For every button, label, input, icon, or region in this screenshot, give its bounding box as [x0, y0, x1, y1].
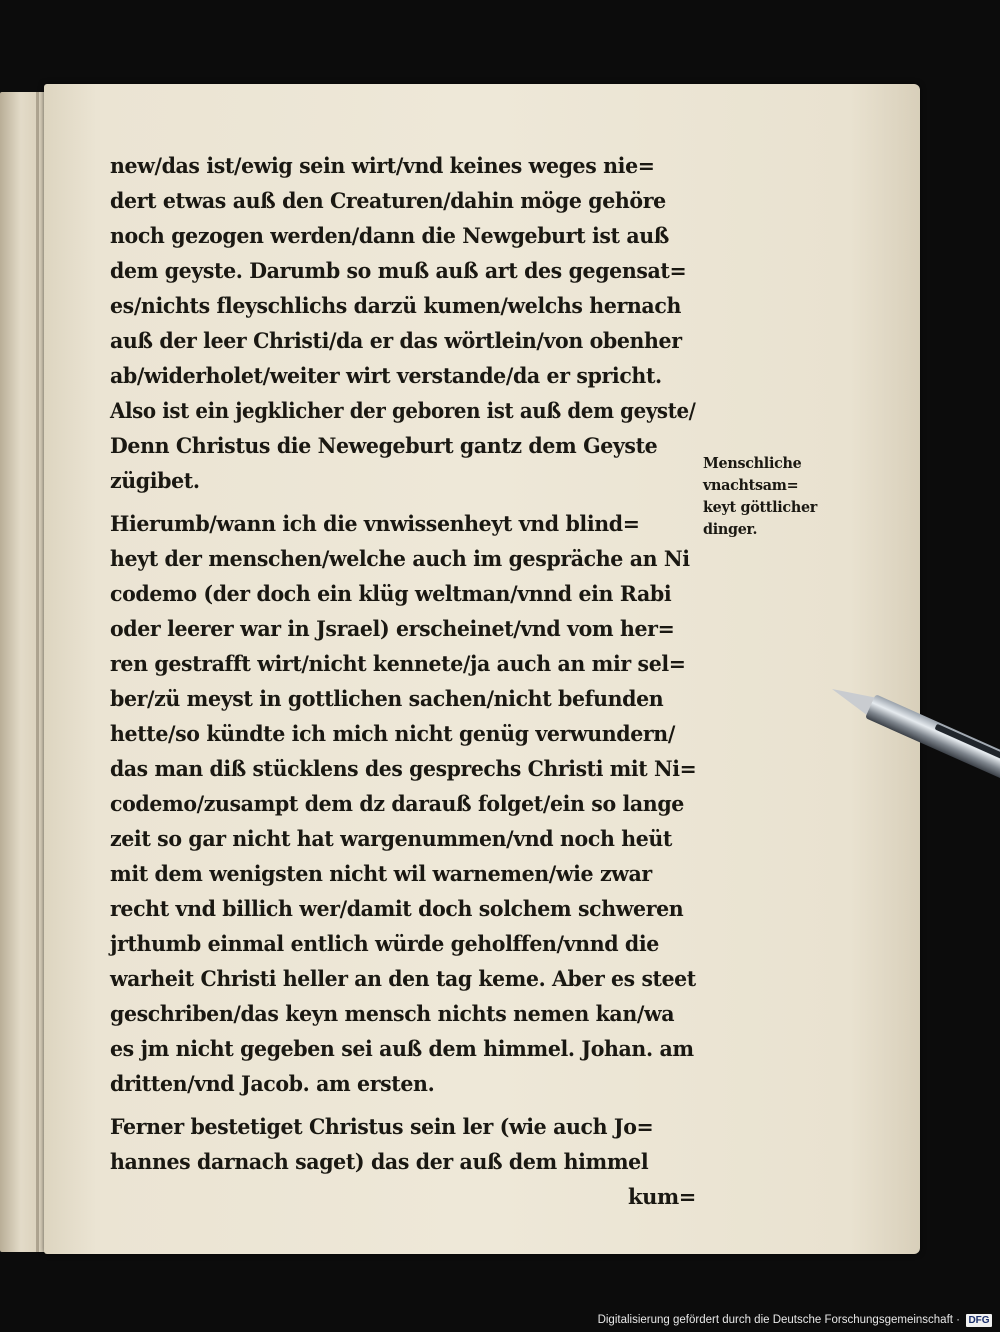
- catchword: kum=: [627, 1184, 696, 1209]
- marginal-note: [703, 452, 833, 540]
- text-line: Hierumb/wann ich die vnwissenheyt vnd blind=: [110, 511, 640, 536]
- text-line: codemo (der doch ein klüg weltman/vnnd ein Rabi: [110, 581, 672, 606]
- page-body-text: [110, 148, 710, 1214]
- text-line: es/nichts fleyschlichs darzü kumen/welchs hernach: [110, 293, 681, 318]
- paragraph-gap: [110, 1101, 710, 1109]
- text-line: dem geyste. Darumb so muß auß art des gegensat=: [110, 258, 687, 283]
- text-line: geschriben/das keyn mensch nichts nemen kan/wa: [110, 1001, 675, 1026]
- text-line: Ferner bestetiget Christus sein ler (wie auch Jo=: [110, 1114, 654, 1139]
- paragraph-gap: [110, 498, 710, 506]
- page-gutter-shadow: [36, 92, 39, 1252]
- dfg-logo: DFG: [966, 1314, 992, 1327]
- funding-credit: Digitalisierung gefördert durch die Deutsche Forschungsgemeinschaft ·: [597, 1314, 960, 1326]
- marginal-note-line: vnachtsam=: [703, 476, 799, 494]
- marginal-note-line: keyt göttlicher: [703, 498, 818, 516]
- text-line: zeit so gar nicht hat wargenummen/vnd noch heüt: [110, 826, 673, 851]
- text-line: dert etwas auß den Creaturen/dahin möge gehöre: [110, 188, 666, 213]
- text-line: ab/widerholet/weiter wirt verstande/da er spricht.: [110, 363, 662, 388]
- text-line: ber/zü meyst in gottlichen sachen/nicht befunden: [110, 686, 664, 711]
- text-line: warheit Christi heller an den tag keme. Aber es steet: [110, 966, 696, 991]
- text-line: Also ist ein jegklicher der geboren ist auß dem geyste/: [110, 398, 696, 423]
- text-line: new/das ist/ewig sein wirt/vnd keines weges nie=: [110, 153, 655, 178]
- text-line: Denn Christus die Newegeburt gantz dem Geyste: [110, 433, 658, 458]
- text-line: hette/so kündte ich mich nicht genüg verwundern/: [110, 721, 675, 746]
- text-line: codemo/zusampt dem dz darauß folget/ein so lange: [110, 791, 684, 816]
- marginal-note-line: dinger.: [703, 520, 758, 538]
- text-line: mit dem wenigsten nicht wil warnemen/wie zwar: [110, 861, 652, 886]
- text-line: ren gestrafft wirt/nicht kennete/ja auch an mir sel=: [110, 651, 686, 676]
- text-line: recht vnd billich wer/damit doch solchem schweren: [110, 896, 684, 921]
- text-line: dritten/vnd Jacob. am ersten.: [110, 1071, 435, 1096]
- text-line: zügibet.: [110, 468, 200, 493]
- text-line: heyt der menschen/welche auch im gespräche an Ni: [110, 546, 690, 571]
- text-line: noch gezogen werden/dann die Newgeburt ist auß: [110, 223, 669, 248]
- text-line: oder leerer war in Jsrael) erscheinet/vnd vom her=: [110, 616, 675, 641]
- text-line: hannes darnach saget) das der auß dem himmel: [110, 1149, 649, 1174]
- text-line: es jm nicht gegeben sei auß dem himmel. Johan. am: [110, 1036, 694, 1061]
- text-line: auß der leer Christi/da er das wörtlein/von obenher: [110, 328, 682, 353]
- text-line: jrthumb einmal entlich würde geholffen/vnnd die: [110, 931, 659, 956]
- marginal-note-line: Menschliche: [703, 454, 802, 472]
- footer-bar: [0, 1306, 1000, 1332]
- text-line: das man diß stücklens des gesprechs Christi mit Ni=: [110, 756, 697, 781]
